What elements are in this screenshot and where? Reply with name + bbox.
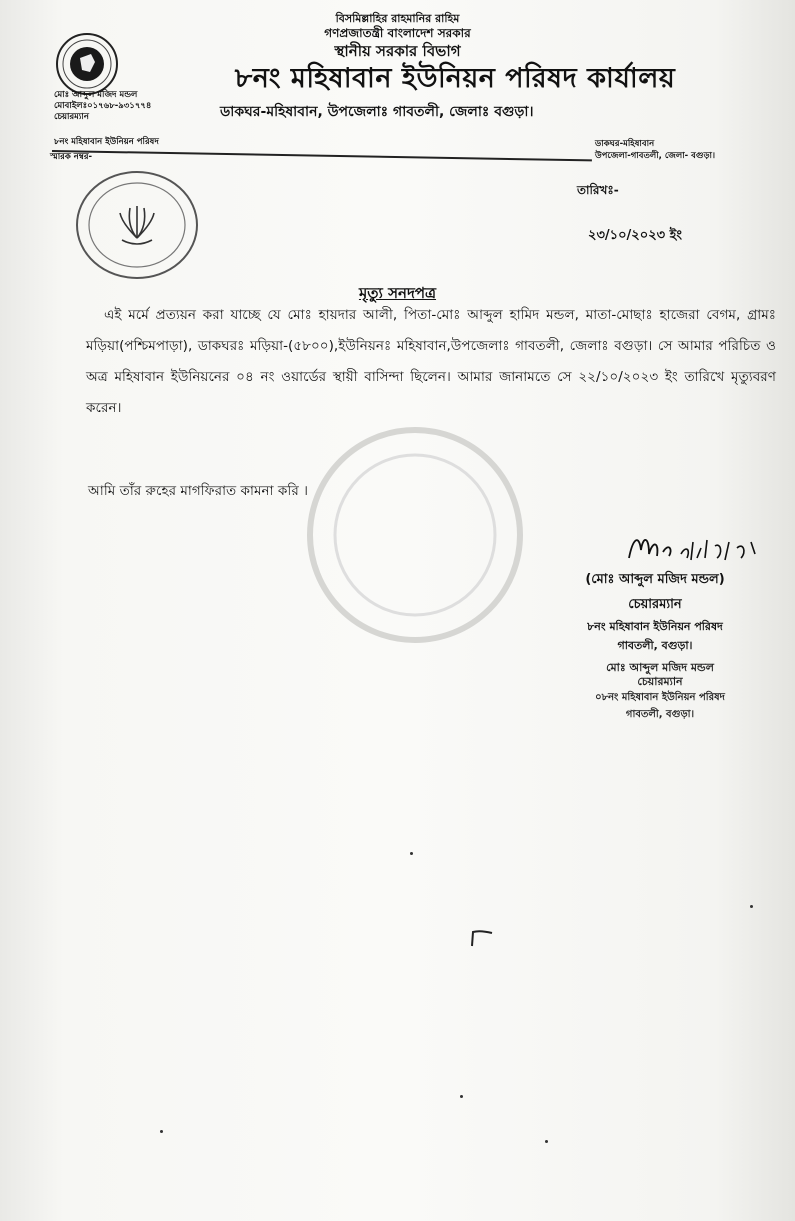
- chairman-org-small: ৮নং মহিষাবান ইউনিয়ন পরিষদ: [54, 137, 159, 147]
- header-divider: [52, 150, 592, 161]
- chairman-mobile: মোবাইলঃ০১৭৬৮-৯৩১৭৭৪: [54, 101, 152, 111]
- government-emblem-icon: [55, 32, 119, 96]
- header-government: গণপ্রজাতন্ত্রী বাংলাদেশ সরকার: [324, 26, 471, 40]
- certificate-title-text: মৃত্যু সনদপত্র: [358, 284, 437, 302]
- certificate-body: এই মর্মে প্রত্যয়ন করা যাচ্ছে যে মোঃ হায়দার আলী, পিতা-মোঃ আব্দুল হামিদ মন্ডল, মাতা-মোছাঃ হাজেরা বেগম, গ্রামঃ মড়িয়া(পশ্চিমপাড়া), ডাকঘরঃ মড়িয়া-(৫৮০০),ইউনিয়নঃ মহিষাবান,উপজেলাঃ গাবতলী, জেলাঃ বগুড়া। সে আমার পরিচিত ও অত্র মহিষাবান ইউনিয়নের ০৪ নং ওয়ার্ডের স্থায়ী বাসিন্দা ছিলেন। আমার জানামতে সে ২২/১০/২০২৩ ইং তারিখে মৃত্যুবরণ করেন।: [86, 307, 776, 416]
- office-address: ডাকঘর-মহিষাবান, উপজেলাঃ গাবতলী, জেলাঃ বগুড়া।: [220, 104, 534, 120]
- date-label: তারিখঃ-: [577, 183, 619, 197]
- stamp-name: মোঃ আব্দুল মজিদ মন্ডল: [606, 661, 714, 674]
- scan-speck: [750, 905, 753, 908]
- office-title: ৮নং মহিষাবান ইউনিয়ন পরিষদ কার্যালয়: [234, 63, 676, 94]
- chairman-role-small: চেয়ারম্যান: [54, 112, 89, 122]
- signatory-org: ৮নং মহিষাবান ইউনিয়ন পরিষদ: [587, 620, 723, 633]
- scan-speck: [410, 852, 413, 855]
- post-office-info: ডাকঘর-মহিষাবান: [595, 139, 655, 149]
- issue-date: ২৩/১০/২০২৩ ইং: [588, 228, 682, 243]
- signatory-name: (মোঃ আব্দুল মজিদ মন্ডল): [585, 572, 725, 587]
- chairman-name-small: মোঃ আব্দুল মজিদ মন্ডল: [54, 90, 138, 100]
- handwritten-signature: [625, 528, 765, 566]
- header-division: স্থানীয় সরকার বিভাগ: [334, 42, 461, 60]
- pen-mark: [468, 928, 498, 948]
- scan-speck: [160, 1130, 163, 1133]
- memo-number-label: স্মারক নম্বর-: [50, 152, 93, 162]
- upazila-info: উপজেলা-গাবতলী, জেলা- বগুড়া।: [595, 151, 716, 161]
- scan-speck: [460, 1095, 463, 1098]
- stamp-org: ০৮নং মহিষাবান ইউনিয়ন পরিষদ: [595, 692, 725, 703]
- signatory-place: গাবতলী, বগুড়া।: [617, 639, 693, 652]
- header-bismillah: বিসমিল্লাহির রাহমানির রাহিম: [335, 12, 460, 25]
- stamp-place: গাবতলী, বগুড়া।: [625, 709, 695, 720]
- scan-speck: [545, 1140, 548, 1143]
- signatory-role: চেয়ারম্যান: [628, 597, 682, 612]
- union-seal-stamp: [72, 168, 202, 283]
- stamp-role: চেয়ারম্যান: [637, 675, 683, 688]
- watermark-seal: [300, 420, 530, 650]
- closing-prayer: আমি তাঁর রুহের মাগফিরাত কামনা করি ।: [88, 483, 308, 499]
